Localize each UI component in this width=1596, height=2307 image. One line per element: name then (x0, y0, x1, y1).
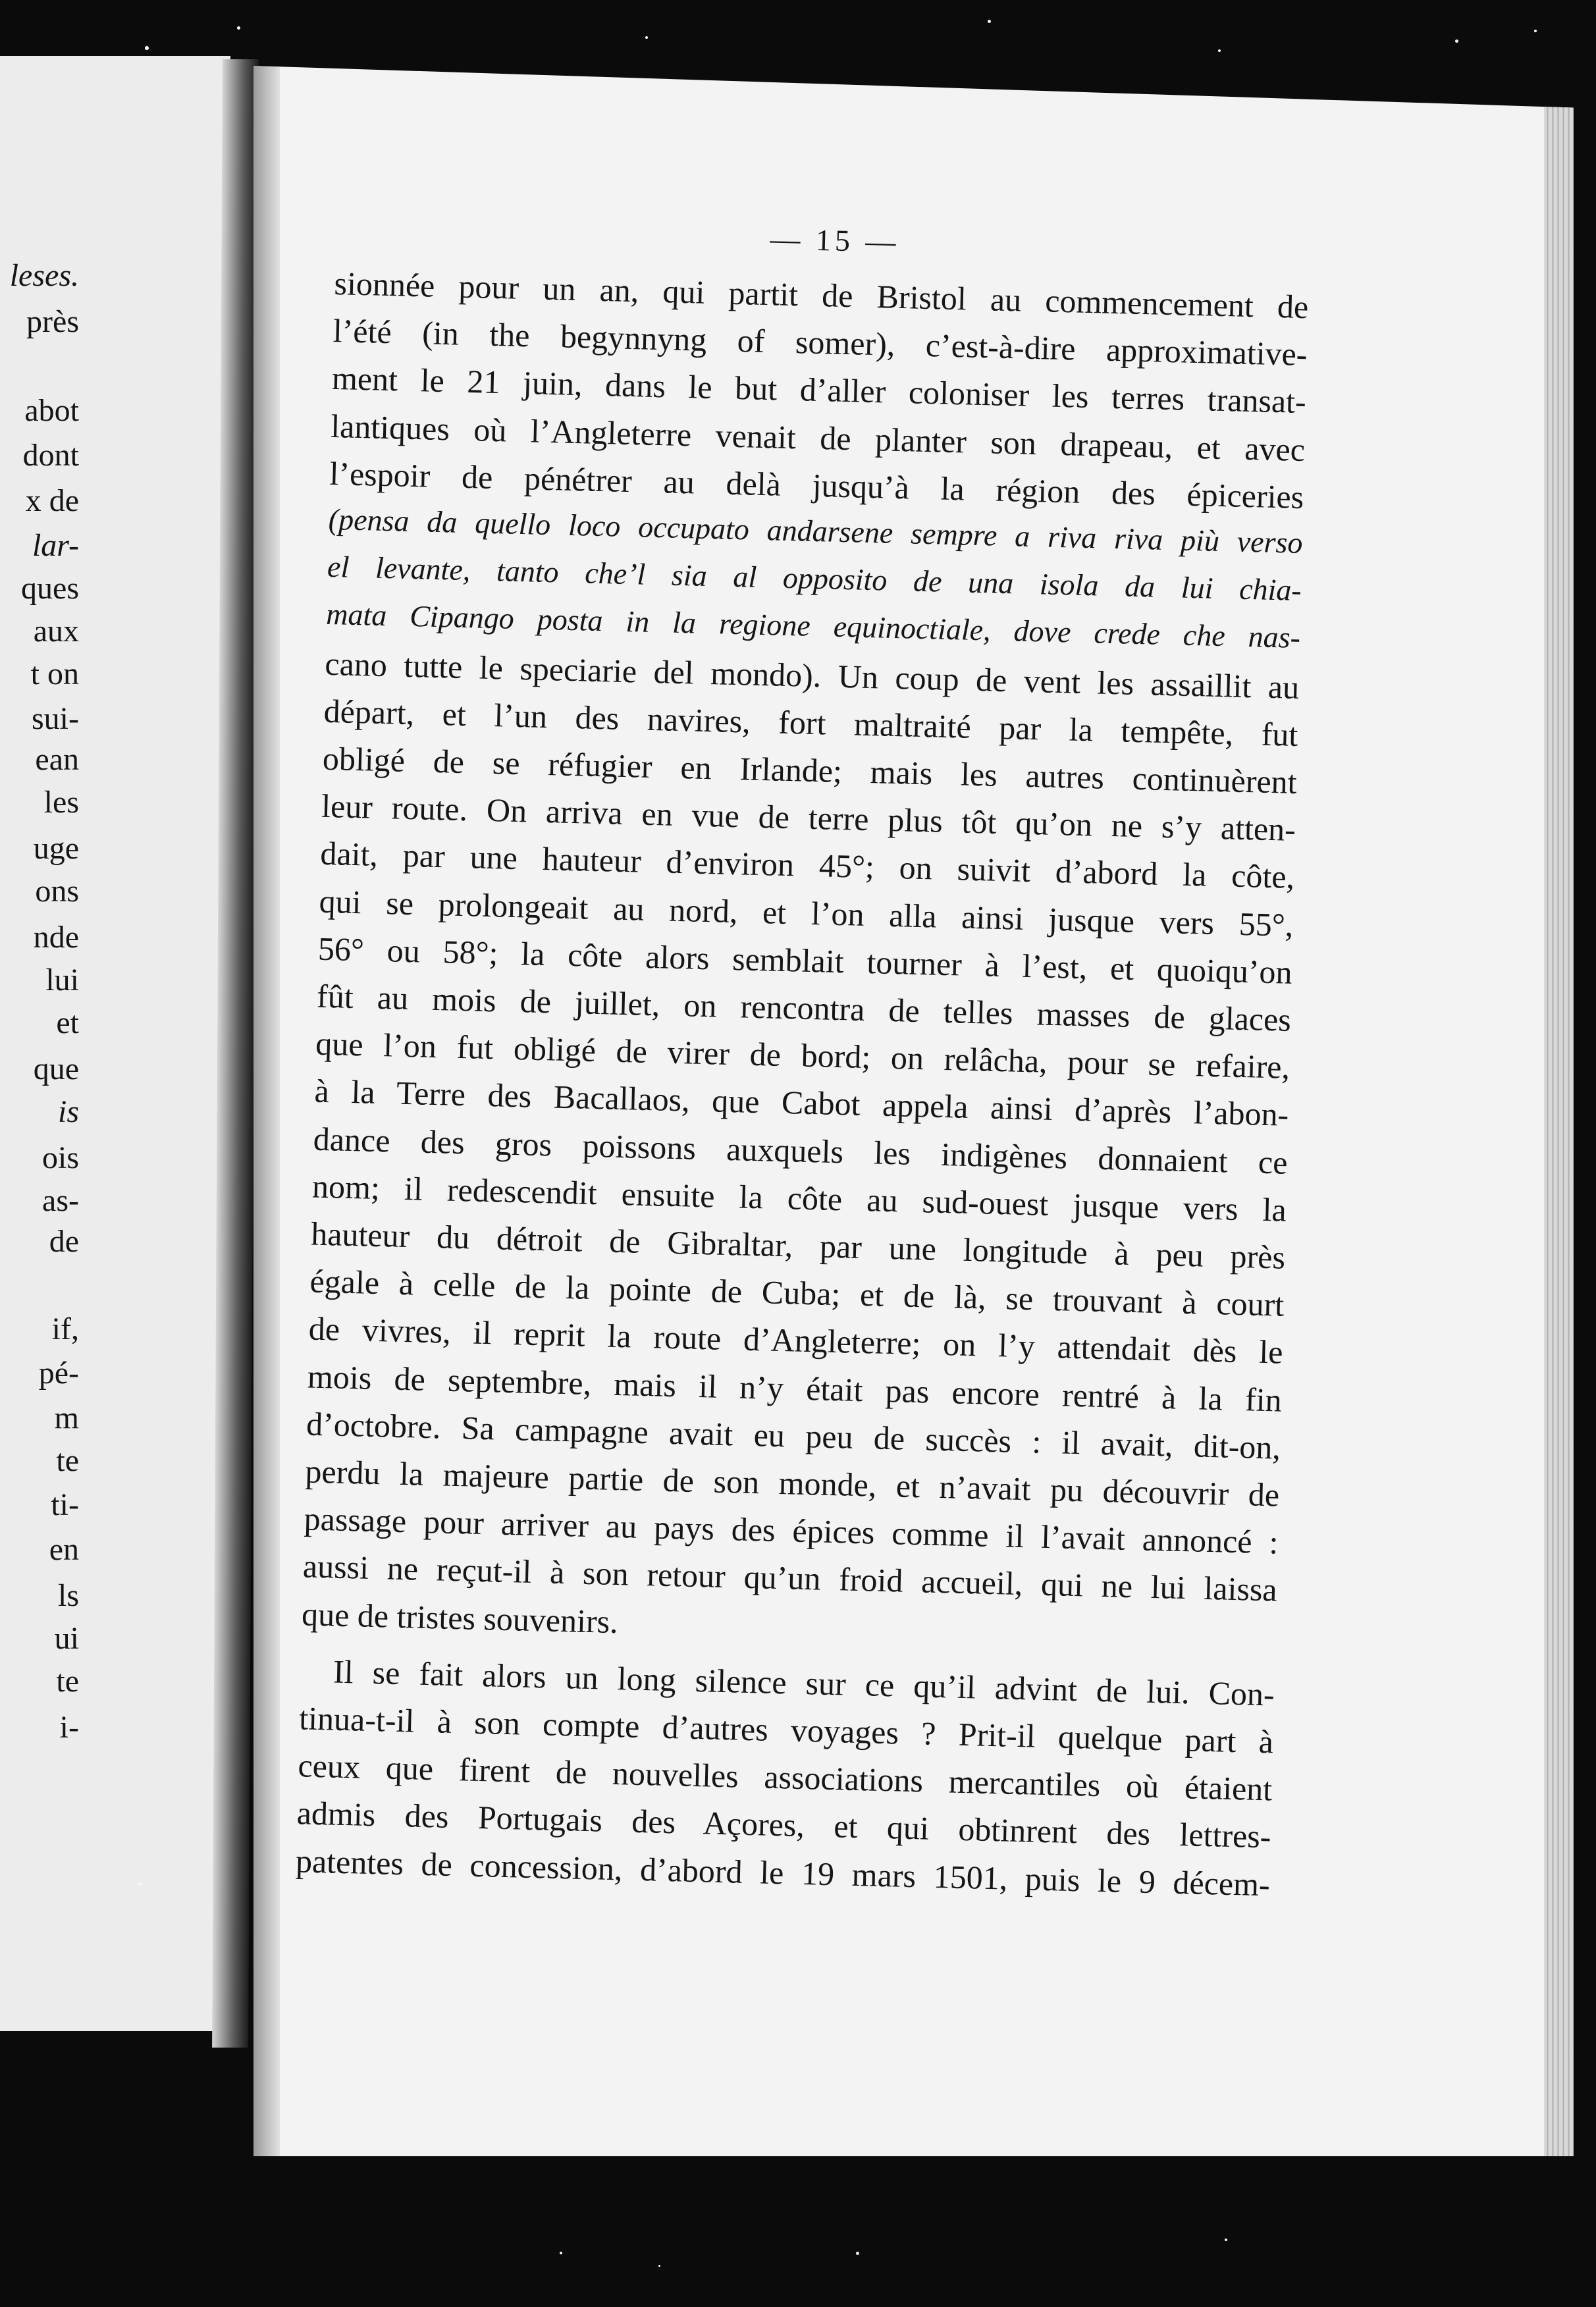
left-page-line: te (56, 1664, 79, 1699)
left-page-line: ons (35, 874, 79, 909)
text-line: tinua-t-il à son compte d’autres voyages ? Prit-il quelque part à (298, 1699, 1274, 1761)
text-line: départ, et l’un des navires, fort maltraité par la tempête, fut (323, 692, 1299, 753)
text-line: patentes de concession, d’abord le 19 mars 1501, puis le 9 décem- (295, 1842, 1271, 1903)
text-line: aussi ne reçut-il à son retour qu’un froid accueil, qui ne lui laissa (302, 1547, 1278, 1608)
text-line: que de tristes souvenirs. (301, 1595, 619, 1640)
left-page-line: de (49, 1224, 79, 1259)
left-page-line: ean (35, 742, 79, 777)
page-stack-edge (1544, 66, 1574, 2156)
text-line: égale à celle de la pointe de Cuba; et de là, se trouvant à court (309, 1262, 1285, 1323)
dust-speck (145, 46, 149, 50)
left-page-line: ois (41, 1140, 79, 1175)
page-edge-shadow (253, 66, 280, 2156)
left-page-line: ques (21, 571, 79, 606)
left-page-line: te (56, 1443, 79, 1478)
text-line: perdu la majeure partie de son monde, et n’avait pu découvrir de (304, 1452, 1280, 1514)
left-page-line: as- (42, 1183, 79, 1218)
text-line: l’été (in the begynnyng of somer), c’est-à-dire approximative- (332, 312, 1308, 373)
text-line: ment le 21 juin, dans le but d’aller coloniser les terres transat- (331, 359, 1307, 421)
dust-speck (1225, 2239, 1227, 2241)
left-page-line: que (33, 1051, 79, 1086)
dust-speck (560, 2252, 562, 2254)
text-line: d’octobre. Sa campagne avait eu peu de succès : il avait, dit-on, (306, 1405, 1281, 1466)
left-page-line: ui (54, 1621, 79, 1656)
text-line: cano tutte le speciarie del mondo). Un coup de vent les assaillit au (324, 645, 1300, 706)
text-line: Il se fait alors un long silence sur ce qu’il advint de lui. Con- (332, 1653, 1275, 1713)
left-page-line: lar- (32, 528, 79, 563)
text-line: obligé de se réfugier en Irlande; mais les autres continuèrent (322, 739, 1298, 801)
left-page-line: pé- (38, 1356, 79, 1391)
text-line: hauteur du détroit de Gibraltar, par une longitude à peu près (310, 1215, 1286, 1276)
left-page-line: dont (22, 438, 79, 473)
dust-speck (138, 1883, 141, 1886)
left-page-line: ti- (51, 1487, 79, 1522)
text-line: de vivres, il reprit la route d’Angleterre; on l’y attendait dès le (308, 1310, 1284, 1371)
left-page-line: nde (33, 920, 79, 955)
dust-speck (1218, 49, 1221, 52)
left-page-line: les (43, 785, 79, 820)
left-page-line: lui (45, 963, 79, 997)
text-line: l’espoir de pénétrer au delà jusqu’à la région des épiceries (329, 454, 1304, 516)
left-page-line: i- (59, 1710, 79, 1745)
text-line: 56° ou 58°; la côte alors semblait tourner à l’est, et quoiqu’on (317, 930, 1293, 991)
left-page-line: aux (33, 614, 79, 649)
text-line: dait, par une hauteur d’environ 45°; on suivit d’abord la côte, (319, 835, 1295, 896)
left-page-line: près (26, 304, 79, 339)
left-page-line: en (49, 1532, 79, 1567)
left-page-line: abot (24, 393, 79, 428)
dust-speck (658, 2265, 660, 2267)
text-line: (pensa da quello loco occupato andarsene sempre a riva riva più verso (328, 502, 1304, 560)
text-line: qui se prolongeait au nord, et l’on alla ainsi jusque vers 55°, (319, 882, 1294, 943)
dust-speck (645, 36, 648, 39)
text-line: fût au mois de juillet, on rencontra de telles masses de glaces (316, 977, 1292, 1038)
left-page-line: is (57, 1094, 79, 1129)
text-line: que l’on fut obligé de virer de bord; on relâcha, pour se refaire, (315, 1024, 1290, 1086)
text-line: admis des Portugais des Açores, et qui obtinrent des lettres- (296, 1794, 1272, 1855)
left-page-line: et (56, 1005, 79, 1040)
text-line: passage pour arriver au pays des épices comme il l’avait annoncé : (304, 1500, 1279, 1561)
dust-speck (988, 20, 991, 23)
left-page-line: if, (51, 1312, 79, 1346)
text-line: mois de septembre, mais il n’y était pas encore rentré à la fin (307, 1358, 1283, 1419)
text-line: mata Cipango posta in la regione equinoctiale, dove crede che nas- (325, 597, 1301, 655)
text-line: lantiques où l’Angleterre venait de planter son drapeau, et avec (330, 407, 1306, 468)
left-page-line: x de (25, 483, 79, 518)
text-line: sionnée pour un an, qui partit de Bristol au commencement de (333, 264, 1309, 326)
text-line: à la Terre des Bacallaos, que Cabot appela ainsi d’après l’abon- (314, 1073, 1289, 1134)
text-line: ceux que firent de nouvelles associations mercantiles où étaient (297, 1747, 1273, 1808)
text-line: dance des gros poissons auxquels les indigènes donnaient ce (313, 1120, 1289, 1181)
left-page-line: m (54, 1400, 79, 1435)
text-line: nom; il redescendit ensuite la côte au sud-ouest jusque vers la (311, 1167, 1287, 1229)
text-line: leur route. On arriva en vue de terre plus tôt qu’on ne s’y atten- (321, 787, 1296, 849)
left-page-line: sui- (32, 701, 79, 736)
left-page-line: leses. (9, 258, 79, 293)
dust-speck (1455, 40, 1458, 43)
dust-speck (1534, 30, 1537, 32)
text-line: el levante, tanto che’l sia al opposito de una isola da lui chia- (327, 550, 1302, 608)
left-page-line: ls (57, 1578, 79, 1613)
left-page-line: uge (33, 831, 79, 866)
dust-speck (237, 26, 240, 30)
page-number: — 15 — (769, 222, 901, 259)
dust-speck (856, 2252, 859, 2255)
left-page-line: t on (30, 656, 79, 691)
